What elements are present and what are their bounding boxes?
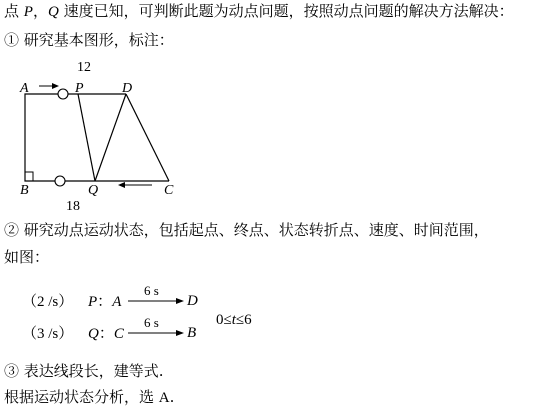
point-q-label: Q [47, 4, 59, 20]
step-2-heading: ② 研究动点运动状态，包括起点、终点、状态转折点、速度、时间范围， [4, 221, 489, 239]
step-2-continued: 如图： [4, 248, 50, 266]
motion-point-q: Q [88, 326, 99, 342]
right-angle-mark [25, 172, 33, 181]
answer-choice: A [158, 390, 170, 406]
bottom-length-label: 18 [66, 199, 80, 214]
conclusion-line [4, 388, 174, 407]
label-q: Q [88, 183, 99, 198]
label-d: D [122, 81, 133, 96]
point-p-label: P [23, 4, 33, 20]
label-b: B [20, 183, 29, 198]
motion-start-p: A [112, 294, 122, 310]
step-1-heading: ① 研究基本图形，标注： [4, 31, 174, 49]
intro-text-2: 速度已知，可判断此题为动点问题，按照动点问题的解决方法解决： [58, 2, 514, 20]
conclusion-period: . [169, 388, 175, 406]
motion-time-p: 6 s [144, 283, 159, 298]
segment-dc [126, 94, 169, 181]
motion-time-q: 6 s [144, 315, 159, 330]
time-variable: t [231, 312, 236, 328]
motion-speed-p: （2 /s） [22, 294, 74, 310]
conclusion-text: 根据运动状态分析，选 [4, 388, 159, 406]
motion-row-p [22, 292, 73, 311]
motion-start-q: C [113, 326, 124, 342]
motion-point-p: P [88, 294, 98, 310]
motion-row-q-body [88, 324, 124, 343]
intro-comma: ， [32, 2, 48, 20]
label-c: C [164, 183, 174, 198]
time-range-left: 0≤ [216, 312, 232, 328]
motion-colon-q: ： [98, 324, 114, 342]
motion-row-q [22, 324, 73, 343]
motion-row-p-body [88, 292, 121, 311]
step-3-heading: ③ 表达线段长，建等式. [4, 362, 164, 380]
moving-point-q-marker [55, 176, 65, 186]
motion-end-q: B [187, 325, 197, 341]
motion-arrow-q-head [176, 330, 184, 336]
arrow-q-head [118, 182, 125, 188]
label-p: P [75, 81, 84, 96]
label-a: A [20, 81, 29, 96]
moving-point-p-marker [58, 89, 68, 99]
time-range-right: ≤6 [235, 312, 252, 328]
intro-text-1: 点 [4, 2, 24, 20]
motion-speed-q: （3 /s） [22, 326, 74, 342]
motion-colon-p: ： [97, 292, 113, 310]
time-range [216, 311, 252, 329]
arrow-p-head [52, 83, 59, 89]
motion-arrow-p-head [176, 298, 184, 304]
segment-qd [95, 94, 126, 181]
top-length-label: 12 [77, 60, 91, 75]
motion-end-p: D [187, 293, 198, 309]
segment-pq [78, 94, 95, 181]
